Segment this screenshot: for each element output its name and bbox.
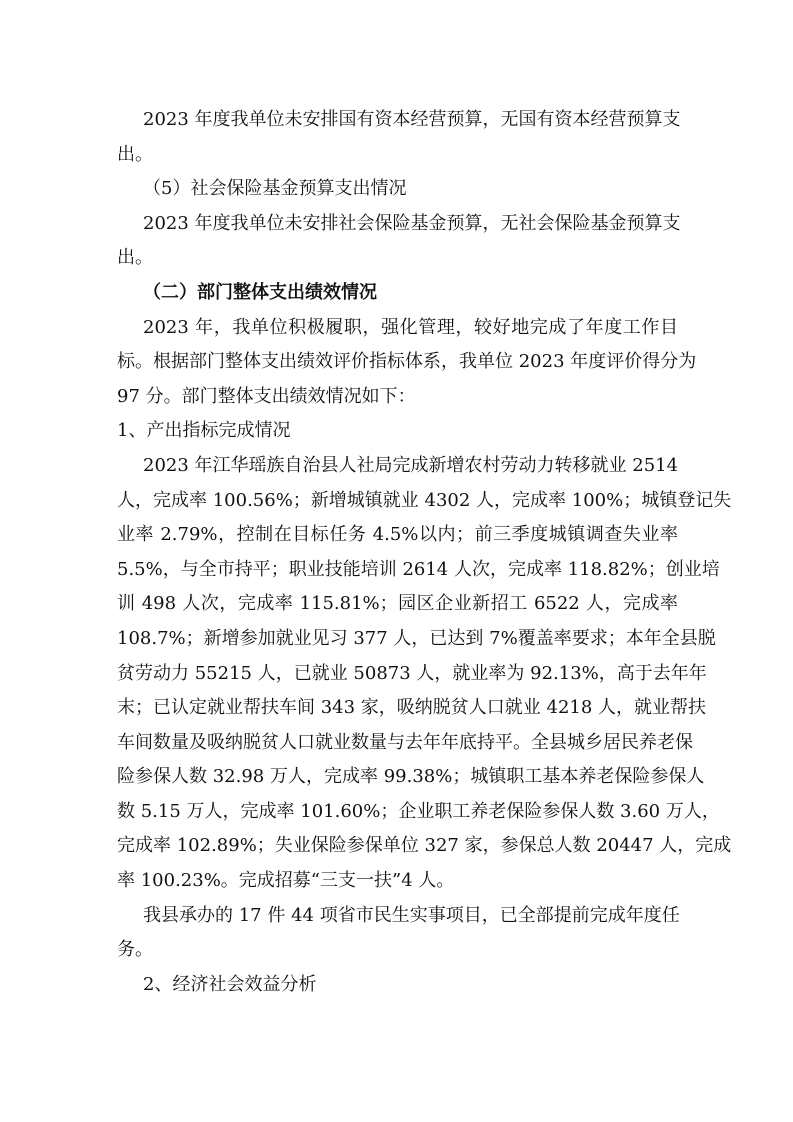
text-line: 我县承办的 17 件 44 项省市民生实事项目，已全部提前完成年度任 (143, 904, 680, 926)
text-line: 2023 年度我单位未安排国有资本经营预算，无国有资本经营预算支 (143, 109, 681, 130)
paragraph-output-details (117, 449, 732, 899)
text-line: 务。 (117, 939, 153, 961)
text-line: 训 498 人次，完成率 115.81%；园区企业新招工 6522 人，完成率 (117, 593, 678, 615)
text-line: 率 100.23%。完成招募“三支一扶”4 人。 (117, 870, 455, 892)
paragraph-performance-summary (117, 311, 697, 415)
text-line: 5.5%，与全市持平；职业技能培训 2614 人次，完成率 118.82%；创业培 (117, 558, 720, 580)
section-heading-social-insurance: （5）社会保险基金预算支出情况 (143, 178, 407, 200)
paragraph-state-capital (117, 103, 681, 172)
paragraph-livelihood-projects (117, 899, 678, 968)
text-line: 贫劳动力 55215 人，已就业 50873 人，就业率为 92.13%，高于去年年 (117, 662, 707, 684)
text-line: 人，完成率 100.56%；新增城镇就业 4302 人，完成率 100%；城镇登记失 (117, 489, 732, 511)
document-page (117, 103, 732, 1002)
text-line: 数 5.15 万人，完成率 101.60%；企业职工养老保险参保人数 3.60 万人， (117, 800, 720, 822)
text-line: 车间数量及吸纳脱贫人口就业数量与去年年底持平。全县城乡居民养老保 (117, 731, 693, 753)
section-heading-performance: （二）部门整体支出绩效情况 (143, 281, 377, 303)
text-line: 标。根据部门整体支出绩效评价指标体系，我单位 2023 年度评价得分为 (117, 351, 697, 373)
subheading-output-indicators: 1、产出指标完成情况 (117, 420, 291, 442)
text-line: 108.7%；新增参加就业见习 377 人，已达到 7%覆盖率要求；本年全县脱 (117, 627, 716, 649)
text-line: 险参保人数 32.98 万人，完成率 99.38%；城镇职工基本养老保险参保人 (117, 766, 705, 788)
text-line: 2023 年，我单位积极履职，强化管理，较好地完成了年度工作目 (143, 316, 678, 338)
text-line: 末；已认定就业帮扶车间 343 家，吸纳脱贫人口就业 4218 人，就业帮扶 (117, 697, 707, 719)
text-line: 业率 2.79%，控制在目标任务 4.5%以内；前三季度城镇调查失业率 (117, 524, 678, 546)
paragraph-social-insurance (117, 207, 681, 276)
text-line: 2023 年江华瑶族自治县人社局完成新增农村劳动力转移就业 2514 (143, 454, 679, 476)
subheading-economic-social-benefits: 2、经济社会效益分析 (143, 973, 317, 995)
text-line: 出。 (117, 247, 153, 269)
text-line: 97 分。部门整体支出绩效情况如下： (117, 385, 416, 407)
text-line: 出。 (117, 143, 153, 165)
text-line: 2023 年度我单位未安排社会保险基金预算，无社会保险基金预算支 (143, 212, 681, 234)
text-line: 完成率 102.89%；失业保险参保单位 327 家，参保总人数 20447 人，完成 (117, 835, 732, 857)
